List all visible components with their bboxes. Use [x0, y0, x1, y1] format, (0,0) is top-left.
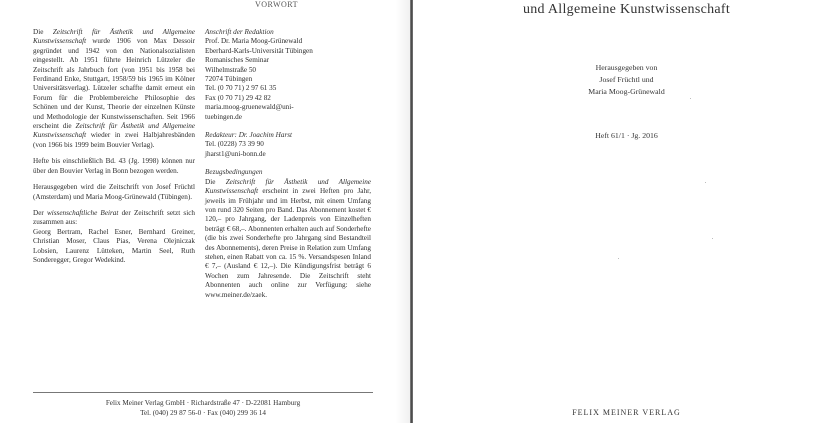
beirat-text: der Zeitschrift setzt sich zusammen aus:: [33, 208, 195, 227]
intro-text: wurde 1906 von Max Dessoir gegründet und 1942 von den Nationalsozialisten eingestellt. Ab 1951 führte Heinrich Lützeler die Zeitschrift als Jahrbuch fort (von 1951 bis 1958 bei Ferdinand Enke, Stuttgart, 1958/59 bis 1965 im Kölner Universitätsverlag). Lützeler schaffte damit erneut ein Forum für die Problembereiche Philosophie des Schönen und der Kunst, Theorie der einzelnen Künste und Methodologie der Kunstwissenschaften. Seit 1966 erscheint die: [33, 37, 195, 131]
edited-by-label: Herausgegeben von: [595, 63, 658, 72]
redaktion-address: [205, 28, 371, 122]
intro-text: wieder in zwei Halbjahresbänden (von 1966 bis 1999 beim Bouvier Verlag).: [33, 131, 195, 149]
journal-name: Zeitschrift für Ästhetik und Allgemeine Kunstwissenschaft: [33, 28, 195, 46]
email-line: jharst1@uni-bonn.de: [205, 149, 266, 158]
fax-line: Fax (0 70 71) 29 42 82: [205, 93, 271, 102]
beirat-paragraph: [33, 209, 195, 265]
beirat-text: Der: [33, 208, 47, 217]
gutter-shadow: [395, 0, 410, 423]
bezug-text: [205, 178, 371, 300]
address-line: Romanisches Seminar: [205, 56, 270, 65]
bezug-segment: .: [265, 290, 267, 299]
journal-title: und Allgemeine Kunstwissenschaft: [522, 2, 731, 17]
issue-info: Heft 61/1 · Jg. 2016: [595, 131, 658, 140]
intro-text: Die: [33, 28, 53, 36]
editor-name: Josef Früchtl und: [599, 75, 654, 84]
redakteur-contact: [205, 131, 371, 159]
right-column: [205, 28, 371, 309]
redakteur-heading: Redakteur: Dr. Joachim Harst: [205, 131, 293, 140]
footer-phone: Tel. (040) 29 87 56-0 · Fax (040) 299 36 14: [140, 409, 266, 417]
bezug-heading: Bezugsbedingungen: [205, 168, 263, 177]
publisher-footer: [33, 398, 373, 418]
address-line: Eberhard-Karls-Universität Tübingen: [205, 46, 313, 55]
phone-line: Tel. (0228) 73 39 90: [205, 140, 264, 149]
left-column: [33, 28, 195, 272]
intro-paragraph: [33, 28, 195, 150]
bezug-segment: Die: [205, 177, 226, 186]
beirat-label: wissenschaftliche Beirat: [46, 208, 119, 217]
footer-address: Felix Meiner Verlag GmbH · Richardstraße 47 · D-22081 Hamburg: [105, 399, 301, 407]
scan-speck: [618, 258, 619, 259]
address-line: Prof. Dr. Maria Moog-Grünewald: [205, 37, 303, 46]
bezug-segment: erscheint in zwei Heften pro Jahr, jeweils im Frühjahr und im Herbst, mit einem Umfang von rund 320 Seiten pro Band. Das Abonnement kostet € 120,– pro Jahrgang, der Ladenpreis von Einzelheften beträgt € 68,–. Abonnenten erhalten auch auf Sonderhefte (die bis zwei Sonderhefte pro Jahrgang sind Bestandteil des Abonnements), deren Preise in Relation zum Umfang stehen, einen Rabatt von ca. 15 %. Versandspesen Inland € 7,– (Ausland € 12,–). Die Kündigungsfrist beträgt 6 Wochen zum Jahresende. Die Zeitschrift steht Abonnenten auch online zur Verfügung: siehe: [205, 187, 371, 290]
journal-name: Zeitschrift für Ästhetik und Allgemeine Kunstwissenschaft: [205, 177, 371, 196]
redaktion-heading: Anschrift der Redaktion: [205, 28, 274, 36]
email-line: tuebingen.de: [205, 112, 242, 121]
scan-speck: [690, 98, 691, 99]
address-line: 72074 Tübingen: [205, 75, 253, 84]
publisher-name: FELIX MEINER VERLAG: [572, 408, 681, 417]
scan-speck: [712, 238, 713, 239]
phone-line: Tel. (0 70 71) 2 97 61 35: [205, 84, 277, 93]
editors-block: [413, 62, 840, 98]
website-url: www.meiner.de/zaek: [205, 290, 266, 299]
editor-name: Maria Moog-Grünewald: [588, 87, 665, 96]
page-header-scrap: VORWORT: [255, 0, 299, 9]
email-line: maria.moog-gruenewald@uni-: [205, 103, 294, 112]
beirat-members: Georg Bertram, Rachel Esner, Bernhard Greiner, Christian Moser, Claus Pias, Verena Olejniczak Lobsien, Laurenz Lütteken, Martin Seel, Ruth Sonderegger, Gregor Wedekind.: [33, 227, 195, 264]
address-line: Wilhelmstraße 50: [205, 65, 257, 74]
footer-divider: [33, 392, 373, 393]
hefte-note: Hefte bis einschließlich Bd. 43 (Jg. 1998) können nur über den Bouvier Verlag in Bonn bezogen werden.: [33, 157, 195, 175]
bezugsbedingungen: [205, 168, 371, 300]
editors-note: Herausgegeben wird die Zeitschrift von Josef Früchtl (Amsterdam) und Maria Moog-Grünewald (Tübingen).: [33, 183, 195, 201]
scan-speck: [705, 182, 706, 183]
journal-name: Zeitschrift für Ästhetik und Allgemeine Kunstwissenschaft: [33, 122, 195, 140]
